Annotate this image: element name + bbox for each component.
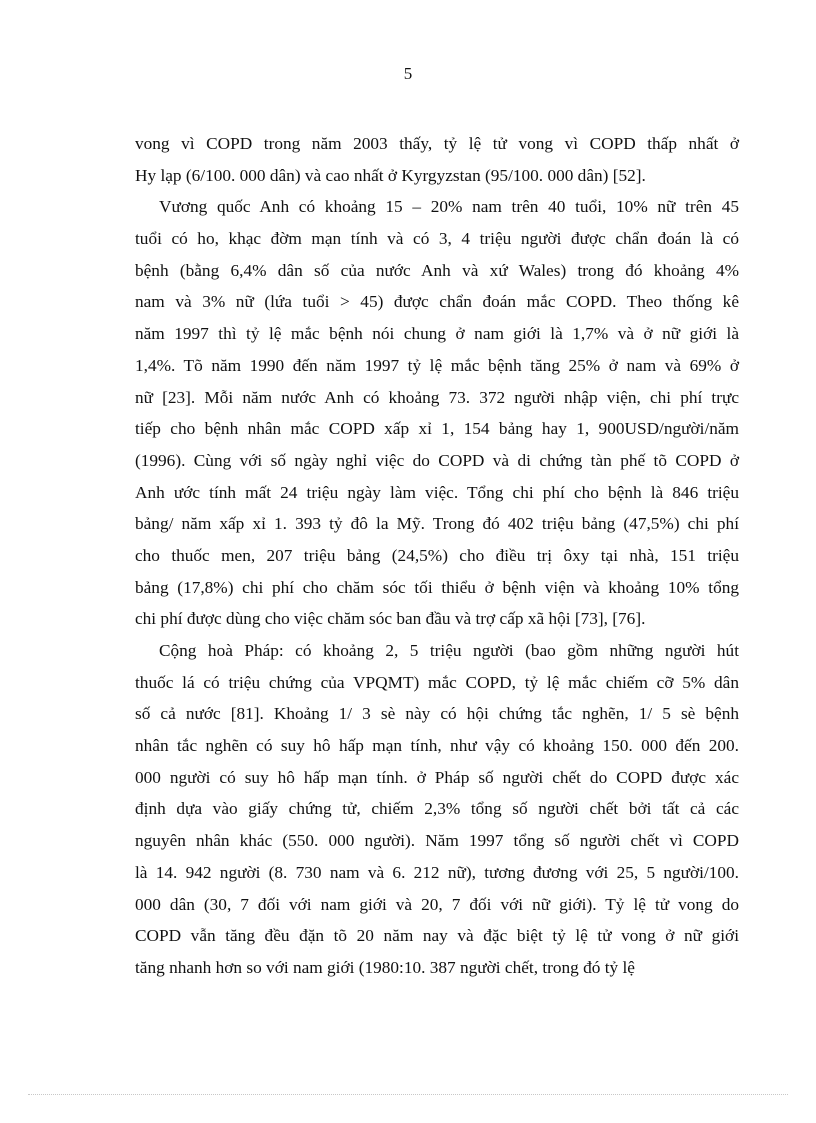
text-line: tuổi có ho, khạc đờm mạn tính và có 3, 4 triệu người được chẩn đoán là có (135, 229, 739, 249)
text-line: bảng/ năm xấp xỉ 1. 393 tỷ đô la Mỹ. Trong đó 402 triệu bảng (47,5%) chi phí (135, 514, 739, 534)
text-line: COPD vẫn tăng đều đặn tõ 20 năm nay và đặc biệt tỷ lệ tử vong ở nữ giới (135, 926, 739, 946)
text-line: năm 1997 thì tỷ lệ mắc bệnh nói chung ở nam giới là 1,7% và ở nữ giới là (135, 324, 739, 344)
page-bottom-divider (28, 1094, 788, 1095)
text-line: nam và 3% nữ (lứa tuổi > 45) được chẩn đoán mắc COPD. Theo thống kê (135, 292, 739, 312)
text-line: bệnh (bằng 6,4% dân số của nước Anh và xứ Wales) trong đó khoảng 4% (135, 260, 739, 280)
text-line: nữ [23]. Mỗi năm nước Anh có khoảng 73. 372 người nhập viện, chi phí trực (135, 387, 739, 407)
text-line: định dựa vào giấy chứng tử, chiếm 2,3% tổng số người chết bởi tất cả các (135, 799, 739, 819)
paragraph-2 (135, 191, 739, 635)
text-line: vong vì COPD trong năm 2003 thấy, tỷ lệ tử vong vì COPD thấp nhất ở (135, 134, 739, 153)
text-line: 000 người có suy hô hấp mạn tính. ở Pháp số người chết do COPD được xác (135, 767, 739, 787)
text-line: là 14. 942 người (8. 730 nam và 6. 212 nữ), tương đương với 25, 5 người/100. (135, 862, 739, 882)
text-line: Hy lạp (6/100. 000 dân) và cao nhất ở Kyrgyzstan (95/100. 000 dân) [52]. (135, 165, 646, 185)
page-number: 5 (403, 64, 413, 83)
text-line: Cộng hoà Pháp: có khoảng 2, 5 triệu người (bao gồm những người hút (159, 641, 739, 660)
text-line: 1,4%. Tõ năm 1990 đến năm 1997 tỷ lệ mắc bệnh tăng 25% ở nam và 69% ở (135, 355, 739, 375)
paragraph-3 (135, 635, 739, 984)
text-line: nhân tắc nghẽn có suy hô hấp mạn tính, như vậy có khoảng 150. 000 đến 200. (135, 736, 739, 756)
text-line: cho thuốc men, 207 triệu bảng (24,5%) cho điều trị ôxy tại nhà, 151 triệu (135, 545, 739, 565)
text-line: bảng (17,8%) chi phí cho chăm sóc tối thiểu ở bệnh viện và khoảng 10% tổng (135, 577, 739, 597)
text-line: (1996). Cùng với số ngày nghỉ việc do COPD và di chứng tàn phế tõ COPD ở (135, 450, 739, 470)
text-line: chi phí được dùng cho việc chăm sóc ban đầu và trợ cấp xã hội [73], [76]. (135, 609, 646, 629)
text-line: nguyên nhân khác (550. 000 người). Năm 1997 tổng số người chết vì COPD (135, 831, 739, 851)
text-line: tăng nhanh hơn so với nam giới (1980:10. 387 người chết, trong đó tỷ lệ (135, 957, 635, 977)
text-line: 000 dân (30, 7 đối với nam giới và 20, 7 đối với nữ giới). Tỷ lệ tử vong do (135, 894, 739, 914)
text-line: thuốc lá có triệu chứng của VPQMT) mắc COPD, tỷ lệ mắc chiếm cỡ 5% dân (135, 672, 739, 692)
text-line: số cả nước [81]. Khoảng 1/ 3 sè này có hội chứng tắc nghẽn, 1/ 5 sè bệnh (135, 704, 739, 724)
document-body (135, 128, 739, 984)
text-line: tiếp cho bệnh nhân mắc COPD xấp xỉ 1, 154 bảng hay 1, 900USD/người/năm (135, 419, 739, 439)
text-line: Vương quốc Anh có khoảng 15 – 20% nam trên 40 tuổi, 10% nữ trên 45 (159, 197, 739, 217)
text-line: Anh ước tính mất 24 triệu ngày làm việc. Tổng chi phí cho bệnh là 846 triệu (135, 482, 739, 502)
paragraph-1 (135, 128, 739, 191)
